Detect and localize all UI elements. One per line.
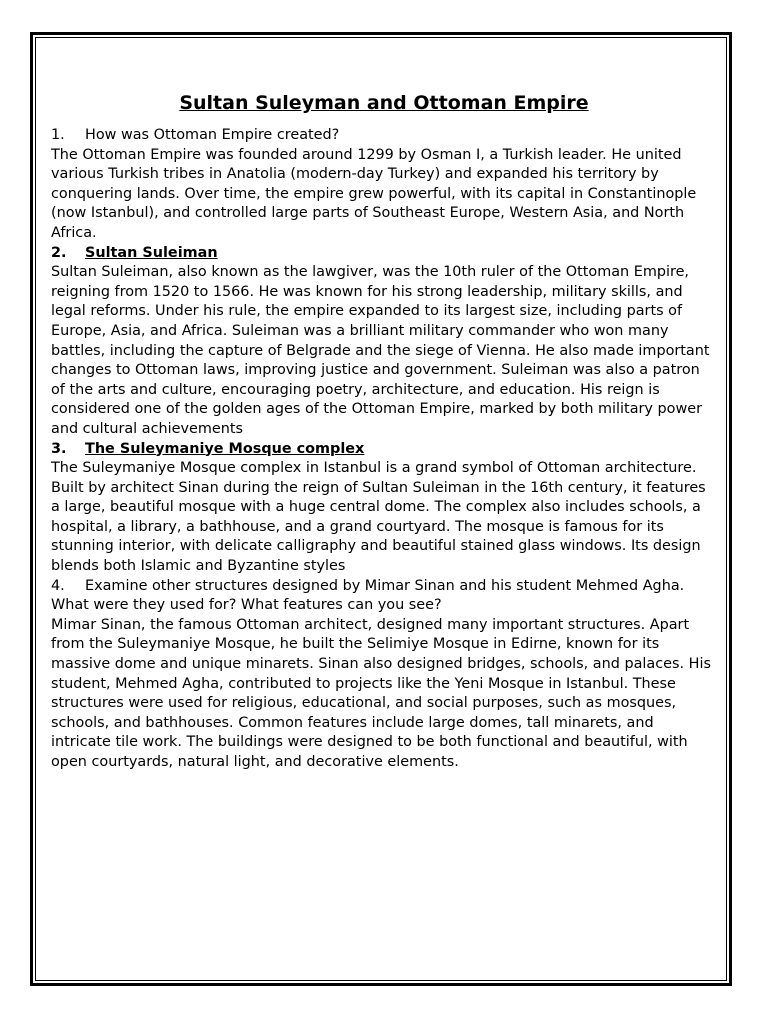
document-title: Sultan Suleyman and Ottoman Empire [179,92,589,114]
document-body [51,90,717,773]
section-2 [51,244,717,440]
answer-paragraph: Mimar Sinan, the famous Ottoman architect, designed many important structures. Apart from the Suleymaniye Mosque, he built the Selimiye Mosque in Edirne, known for its massive dome and unique minarets. Sinan also designed bridges, schools, and palaces. His student, Mehmed Agha, contributed to projects like the Yeni Mosque in Istanbul. These structures were used for religious, educational, and social purposes, such as mosques, schools, and bathhouses. Common features include large domes, tall minarets, and intricate tile work. The buildings were designed to be both functional and beautiful, with open courtyards, natural light, and decorative elements. [51,616,711,770]
answer-paragraph: Sultan Suleiman, also known as the lawgiver, was the 10th ruler of the Ottoman Empire, reigning from 1520 to 1566. He was known for his strong leadership, military skills, and legal reforms. Under his rule, the empire expanded to its largest size, including parts of Europe, Asia, and Africa. Suleiman was a brilliant military commander who won many battles, including the capture of Belgrade and the siege of Vienna. He also made important changes to Ottoman laws, improving justice and government. Suleiman was also a patron of the arts and culture, encouraging poetry, architecture, and education. His reign is considered one of the golden ages of the Ottoman Empire, marked by both military power and cultural achievements [51,264,710,437]
section-1 [51,126,717,244]
question-text: Examine other structures designed by Mimar Sinan and his student Mehmed Agha. What were they used for? What features can you see? [51,577,685,614]
section-number: 2. [51,244,67,261]
section-heading-text: The Suleymaniye Mosque complex [85,440,365,457]
answer-paragraph: The Suleymaniye Mosque complex in Istanbul is a grand symbol of Ottoman architecture. Built by architect Sinan during the reign of Sultan Suleiman in the 16th century, it features a large, beautiful mosque with a huge central dome. The complex also includes schools, a hospital, a library, a bathhouse, and a grand courtyard. The mosque is famous for its stunning interior, with delicate calligraphy and beautiful stained glass windows. Its design blends both Islamic and Byzantine styles [51,460,706,575]
section-3 [51,440,717,577]
question-4 [51,577,717,616]
question-1 [51,126,717,146]
section-heading-text: Sultan Suleiman [85,244,218,261]
question-number: 4. [51,577,65,594]
section-heading-3 [51,440,717,460]
section-4 [51,577,717,773]
question-number: 1. [51,127,65,143]
question-text: How was Ottoman Empire created? [85,127,340,143]
section-heading-2 [51,244,717,264]
section-number: 3. [51,440,67,457]
answer-paragraph: The Ottoman Empire was founded around 1299 by Osman I, a Turkish leader. He united various Turkish tribes in Anatolia (modern-day Turkey) and expanded his territory by conquering lands. Over time, the empire grew powerful, with its capital in Constantinople (now Istanbul), and controlled large parts of Southeast Europe, Western Asia, and North Africa. [51,146,697,241]
